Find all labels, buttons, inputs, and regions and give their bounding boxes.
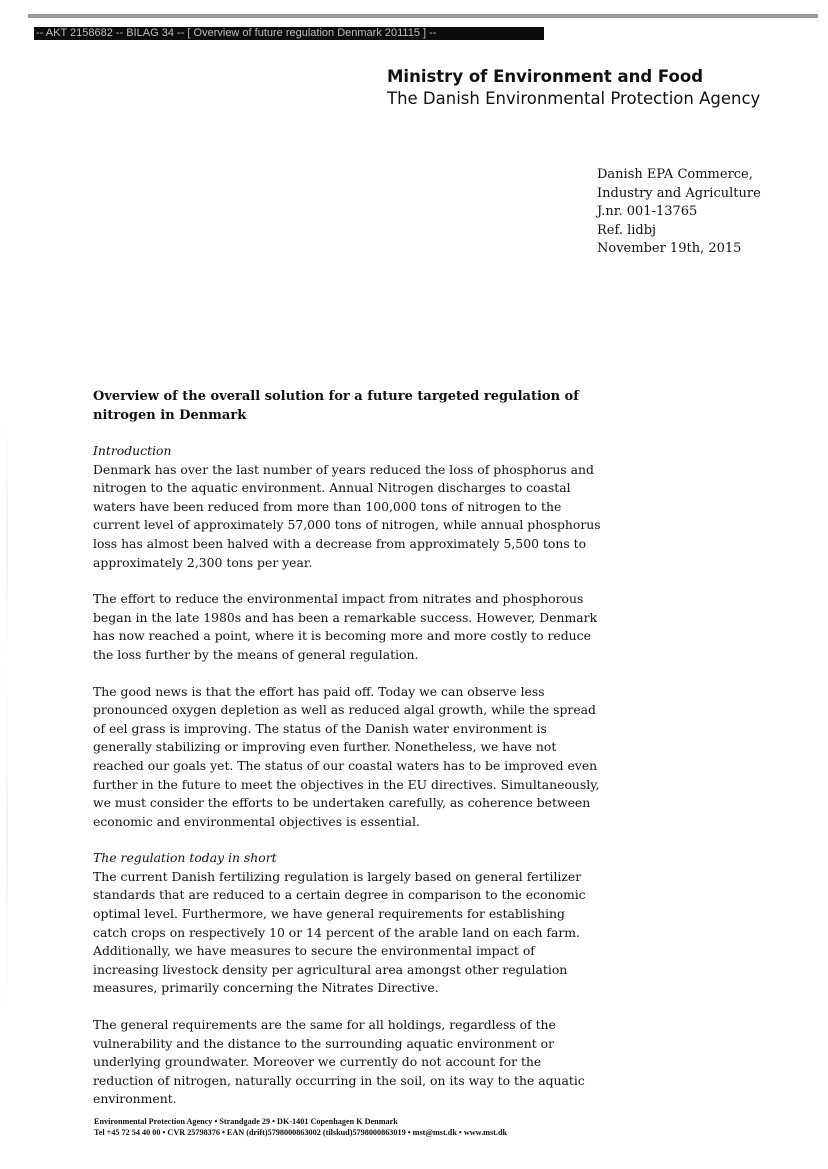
document-date: November 19th, 2015 (597, 241, 742, 256)
reference-line: Danish EPA Commerce, (597, 167, 753, 182)
scan-edge-shadow (6, 420, 8, 1020)
reference-block (597, 166, 817, 259)
footer-contact: Tel +45 72 54 40 00 • CVR 25798376 • EAN (drift)5798000863002 (tilskud)5798000863019 • mst@mst.dk • www.mst.dk (94, 1128, 508, 1137)
document-body (93, 387, 603, 1127)
section-heading: The regulation today in short (93, 850, 277, 866)
top-divider (28, 14, 818, 18)
paragraph: The effort to reduce the environmental impact from nitrates and phosphorous began in the late 1980s and has been a remarkable success. However, Denmark has now reached a point, where it is becoming more and more costly to reduce the loss further by the means of general regulation. (93, 591, 598, 662)
paragraph: The general requirements are the same for all holdings, regardless of the vulnerability and the distance to the surrounding aquatic environment or underlying groundwater. Moreover we currently do not account for the reduction of nitrogen, naturally occurring in the soil, on its way to the aquatic environment. (93, 1017, 585, 1107)
paragraph: The good news is that the effort has paid off. Today we can observe less pronounced oxygen depletion as well as reduced algal growth, while the spread of eel grass is improving. The status of the Danish water environment is generally stabilizing or improving even further. Nonetheless, we have not reached our goals yet. The status of our coastal waters has to be improved even further in the future to meet the objectives in the EU directives. Simultaneously, we must consider the efforts to be undertaken carefully, as coherence between economic and environmental objectives is essential. (93, 683, 600, 829)
letterhead (387, 66, 807, 110)
footer-address: Environmental Protection Agency • Strandgade 29 • DK-1401 Copenhagen K Denmark (94, 1117, 398, 1126)
document-title: Overview of the overall solution for a future targeted regulation of nitrogen in Denmark (93, 389, 579, 423)
ministry-name: Ministry of Environment and Food (387, 67, 704, 86)
section-heading: Introduction (93, 443, 172, 458)
agency-name: The Danish Environmental Protection Agency (387, 89, 761, 108)
paragraph: The current Danish fertilizing regulation is largely based on general fertilizer standards that are reduced to a certain degree in comparison to the economic optimal level. Furthermore, we have general requirements for establishing catch crops on respectively 10 or 14 percent of the arable land on each farm. Additionally, we have measures to secure the environmental impact of increasing livestock density per agricultural area amongst other regulation measures, primarily concerning the Nitrates Directive. (93, 868, 586, 996)
paragraph: Denmark has over the last number of years reduced the loss of phosphorus and nitrogen to the aquatic environment. Annual Nitrogen discharges to coastal waters have been reduced from more than 100,000 tons of nitrogen to the current level of approximately 57,000 tons of nitrogen, while annual phosphorus loss has almost been halved with a decrease from approximately 5,500 tons to approximately 2,300 tons per year. (93, 461, 601, 570)
reference-code: Ref. lidbj (597, 222, 657, 238)
page-footer (94, 1116, 814, 1138)
reference-line: Industry and Agriculture (597, 185, 761, 201)
journal-number: J.nr. 001-13765 (597, 204, 698, 219)
scan-header-label: -- AKT 2158682 -- BILAG 34 -- [ Overview of future regulation Denmark 201115 ] -- (34, 27, 544, 40)
